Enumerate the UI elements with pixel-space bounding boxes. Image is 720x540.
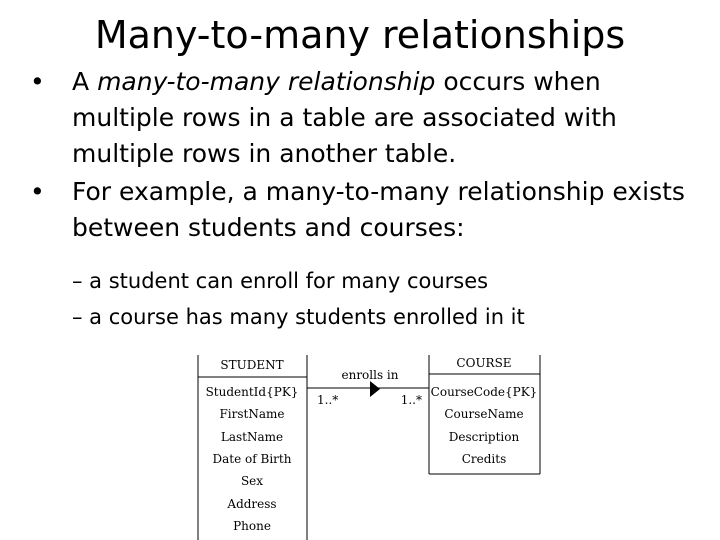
course-entity-box: [429, 355, 540, 474]
student-attr: StudentId{PK}: [205, 385, 299, 399]
student-entity-name: STUDENT: [220, 358, 284, 372]
course-attr: CourseCode{PK}: [430, 385, 538, 399]
left-multiplicity: 1..*: [317, 393, 339, 407]
course-entity-name: COURSE: [456, 356, 512, 370]
slide-title: Many-to-many relationships: [94, 13, 626, 57]
bullet-1-suffix: occurs when multiple rows in a table are associated with multiple rows in another table.: [72, 67, 617, 168]
student-attr: Date of Birth: [212, 452, 292, 466]
bullet-dot-icon: •: [30, 177, 45, 206]
student-attr: Phone: [233, 519, 271, 533]
course-attr: CourseName: [444, 407, 524, 421]
bullet-dot-icon: •: [30, 67, 45, 96]
course-attr: Description: [448, 430, 520, 444]
course-attr: Credits: [461, 452, 507, 466]
bullet-1-prefix: A: [72, 67, 98, 96]
sub-bullet-2: – a course has many students enrolled in it: [72, 305, 525, 329]
sub-bullet-1: – a student can enroll for many courses: [72, 269, 489, 293]
student-attr: FirstName: [219, 407, 285, 421]
enrolls-in-association: [307, 368, 429, 407]
bullet-1-emphasis: many-to-many relationship: [97, 67, 436, 96]
direction-arrow-icon: [370, 381, 380, 397]
right-multiplicity: 1..*: [400, 393, 422, 407]
association-label: enrolls in: [341, 368, 399, 382]
student-attr: Address: [227, 497, 277, 511]
student-entity-box: [198, 355, 307, 540]
bullet-2-text: For example, a many-to-many relationship exists between students and courses:: [72, 177, 685, 242]
student-attr: LastName: [220, 430, 284, 444]
student-attr: Sex: [240, 474, 264, 488]
